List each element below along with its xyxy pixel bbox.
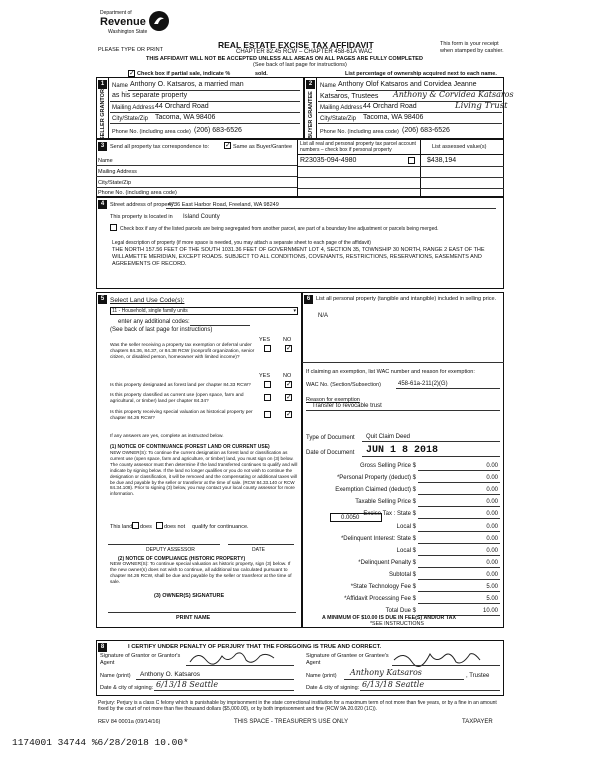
- grantor-name-label: Name (print): [100, 673, 131, 679]
- county[interactable]: Island County: [183, 214, 220, 220]
- section-5-number: 5: [98, 295, 107, 304]
- additional-codes-label: enter any additional codes:: [118, 319, 190, 325]
- deputy-assessor-label: DEPUTY ASSESSOR: [146, 547, 195, 553]
- this-land-label: This land: [110, 524, 133, 530]
- receipt-note-1: This form is your receipt: [440, 41, 499, 47]
- seller-city[interactable]: Tacoma, WA 98406: [155, 114, 216, 121]
- tax-line-label: Excise Tax : State $: [363, 511, 416, 518]
- qualify-label: qualify for continuance.: [192, 524, 249, 530]
- land-use-value: 11 - Household, single family units: [112, 308, 188, 314]
- certify-statement: I CERTIFY UNDER PENALTY OF PERJURY THAT THE FOREGOING IS TRUE AND CORRECT.: [128, 644, 382, 650]
- tax-line-label: Subtotal $: [388, 571, 416, 578]
- personal-property-label: List all personal property (tangible and intangible) included in selling price.: [316, 296, 497, 302]
- seller-name-line2[interactable]: as his separate property: [112, 92, 188, 99]
- q4-text: Is this property receiving special valuation as historical property per chapter 84.26 RCW?: [110, 410, 253, 421]
- tax-line-label: Gross Selling Price $: [359, 463, 416, 469]
- q3-yes-checkbox[interactable]: [264, 394, 271, 401]
- tax-line-value[interactable]: 0.00: [486, 511, 498, 518]
- segregation-label: Check box if any of the listed parcels are being segregated from another parcel, are part of a boundary line adjustment or parcels being merged.: [120, 226, 439, 232]
- tax-line-value[interactable]: 0.00: [486, 535, 498, 542]
- no-header-1: NO: [283, 337, 292, 343]
- street-address[interactable]: 4736 East Harbor Road, Freeland, WA 98249: [168, 202, 279, 208]
- rev-number: REV 84 0001a (09/14/16): [98, 719, 161, 725]
- tax-line-label: *State Technology Fee $: [350, 584, 416, 590]
- buyer-phone-label: Phone No. (including area code): [320, 129, 399, 135]
- grantee-name[interactable]: Anthony Katsaros: [350, 668, 422, 677]
- buyer-handwritten: Anthony & Corvidea Katsaros: [393, 90, 514, 99]
- does-checkbox[interactable]: [132, 522, 139, 529]
- q3-no-checkbox[interactable]: ✓: [286, 394, 292, 401]
- grantor-date-label: Date & city of signing:: [100, 685, 154, 691]
- section-1-number: 1: [98, 80, 107, 89]
- does-not-checkbox[interactable]: [156, 522, 163, 529]
- form-title: REAL ESTATE EXCISE TAX AFFIDAVIT: [218, 40, 374, 50]
- tax-line-value[interactable]: 0.00: [486, 559, 498, 566]
- tax-line-label: *Delinquent Penalty $: [358, 559, 416, 566]
- section-2-number: 2: [306, 80, 315, 89]
- segregation-checkbox[interactable]: [110, 224, 117, 231]
- q2-yes-checkbox[interactable]: [264, 381, 271, 388]
- print-name-label: PRINT NAME: [176, 615, 211, 621]
- reason-label: Reason for exemption: [306, 397, 360, 403]
- if-yes-text: If any answers are yes, complete as instructed below.: [110, 434, 224, 439]
- dept-line3: Washington State: [108, 29, 148, 35]
- land-use-label: Select Land Use Code(s):: [110, 297, 185, 304]
- sig-grantor-label: Signature of Grantor or Grantor's Agent: [100, 653, 181, 666]
- minimum-note: A MINIMUM OF $10.00 IS DUE IN FEE(S) AND/OR TAX: [322, 615, 457, 621]
- tax-line-value[interactable]: 0.00: [486, 523, 498, 530]
- revenue-logo-icon: [148, 10, 170, 32]
- seller-city-label: City/State/Zip: [112, 116, 149, 122]
- send-correspondence-label: Send all property tax correspondence to:: [110, 144, 210, 150]
- land-use-select[interactable]: [110, 307, 298, 315]
- sig-grantee-label: Signature of Grantee or Grantee's Agent: [306, 653, 389, 666]
- parcel-number[interactable]: R23035-094-4980: [300, 157, 357, 164]
- grantee-name-label: Name (print): [306, 673, 337, 679]
- tax-line-value[interactable]: 0.00: [486, 487, 498, 494]
- tax-line-value[interactable]: 0.00: [486, 475, 498, 482]
- doc-type[interactable]: Quit Claim Deed: [366, 434, 411, 440]
- legal-label: Legal description of property (if more space is needed, you may attach a separate sheet to each page of the affidavit): [112, 240, 371, 246]
- trustee-label: , Trustee: [466, 673, 490, 679]
- q1-yes-checkbox[interactable]: [264, 345, 271, 352]
- taxpayer-label: TAXPAYER: [462, 719, 493, 725]
- tax-line-label: Total Due $: [385, 608, 416, 615]
- continuance-title: (1) NOTICE OF CONTINUANCE (FOREST LAND OR CURRENT USE): [110, 444, 270, 450]
- does-not-label: does not: [164, 524, 186, 530]
- tax-line-label: *Delinquent Interest: State $: [340, 535, 416, 542]
- dept-line1: Department of: [100, 10, 132, 16]
- seller-side-label: SELLER GRANTOR: [100, 89, 106, 140]
- dept-line2: Revenue: [100, 16, 146, 28]
- tax-line-label: Local $: [396, 523, 416, 530]
- s3-mailing-label: Mailing Address: [98, 169, 137, 175]
- grantee-date-label: Date & city of signing:: [306, 685, 360, 691]
- seller-name-label: Name: [112, 83, 129, 89]
- section-4-number: 4: [98, 200, 107, 209]
- buyer-name-label: Name: [320, 83, 337, 89]
- buyer-mailing[interactable]: 44 Orchard Road: [363, 103, 417, 110]
- treasurer-use: THIS SPACE - TREASURER'S USE ONLY: [234, 719, 349, 725]
- tax-line-label: Local $: [396, 547, 416, 554]
- partial-sale-checkbox[interactable]: ✓: [129, 70, 135, 77]
- tax-line-value[interactable]: 0.00: [486, 463, 498, 469]
- s3-phone-label: Phone No. (including area code): [98, 190, 177, 196]
- s3-city-label: City/State/Zip: [98, 180, 132, 186]
- yes-header-2: YES: [259, 373, 271, 379]
- same-as-buyer-checkbox[interactable]: ✓: [225, 142, 231, 149]
- please-type: PLEASE TYPE OR PRINT: [98, 47, 164, 53]
- buyer-name-line1[interactable]: Anthony Olof Katsaros and Corvidea Jeanne: [338, 81, 477, 88]
- tax-line-value[interactable]: 0.00: [486, 499, 498, 506]
- buyer-city[interactable]: Tacoma, WA 98406: [363, 114, 424, 121]
- q1-no-checkbox[interactable]: ✓: [286, 345, 292, 352]
- local-rate-box: [330, 513, 382, 522]
- q2-no-checkbox[interactable]: ✓: [286, 381, 292, 388]
- section-3-number: 3: [98, 142, 107, 151]
- personal-property-checkbox[interactable]: [408, 157, 415, 164]
- seller-name-line1[interactable]: Anthony O. Katsaros, a married man: [130, 81, 244, 88]
- historic-text: NEW OWNER(S): To continue special valuation as historic property, sign (3) below. If the new owner(s) does not wish to continue, all additional tax calculated pursuant to chapter 84.26 RCW, shall be due and payable by the seller or transferor at the time of sale.: [110, 562, 292, 585]
- buyer-handwritten-2: Living Trust: [455, 101, 508, 111]
- wac-number[interactable]: 458-61a-211(2)(G): [398, 381, 448, 387]
- receipt-note-2: when stamped by cashier.: [440, 48, 504, 54]
- q4-yes-checkbox[interactable]: [264, 411, 271, 418]
- buyer-name-line2[interactable]: Katsaros, Trustees: [320, 93, 379, 100]
- chapter-line: CHAPTER 82.45 RCW – CHAPTER 458-61A WAC: [236, 49, 373, 55]
- doc-type-label: Type of Document: [306, 435, 355, 441]
- buyer-side-label: BUYER GRANTEE: [308, 91, 314, 139]
- personal-property-value[interactable]: N/A: [318, 313, 329, 319]
- q2-text: Is this property designated as forest land per chapter 84.33 RCW?: [110, 383, 251, 388]
- treasurer-stamp: 1174001 34744 %6/28/2018 10.00*: [12, 737, 189, 748]
- legal-description[interactable]: THE NORTH 157.56 FEET OF THE SOUTH 1031.36 FEET OF GOVERNMENT LOT 4, SECTION 35, TOWNSHIP 30 NORTH, RANGE 2 EAST OF THE WILLAMETTE MERIDIAN, EXCEPT ROADS. SUBJECT TO ALL CONDITIONS, COVENANTS, RESTRICTIONS, RESERVATIONS, EASEMENTS AND AGREEMENTS OF RECORD.: [112, 247, 485, 268]
- q4-no-checkbox[interactable]: ✓: [286, 411, 292, 418]
- buyer-phone[interactable]: (206) 683-6526: [402, 127, 450, 134]
- seller-phone-label: Phone No. (including area code): [112, 129, 191, 135]
- grantee-date-city[interactable]: 6/13/18 Seattle: [362, 680, 425, 689]
- date-label: DATE: [252, 547, 265, 553]
- street-label: Street address of property:: [110, 202, 176, 208]
- revenue-logo: [100, 8, 210, 44]
- q1-text: Was the seller receiving a property tax exemption or deferral under chapters 84.36, 84.37, or 84.38 RCW (nonprofit organization, senior citizen, or disabled person, homeowner with limited income)?: [110, 343, 255, 360]
- q3-text: Is this property classified as current use (open space, farm and agricultural, or timber) land per chapter 84.34?: [110, 393, 244, 404]
- seller-mailing[interactable]: 44 Orchard Road: [155, 103, 209, 110]
- see-instructions: *SEE INSTRUCTIONS: [370, 621, 424, 627]
- seller-phone[interactable]: (206) 683-6526: [194, 127, 242, 134]
- tax-line-value[interactable]: 0.00: [486, 547, 498, 554]
- partial-sale-label: Check box if partial sale, indicate %: [137, 71, 231, 77]
- tax-line-label: Taxable Selling Price $: [355, 499, 416, 506]
- tax-line-value[interactable]: 5.00: [486, 584, 498, 590]
- chevron-down-icon: ▾: [293, 308, 296, 314]
- tax-line-label: *Affidavit Processing Fee $: [344, 596, 416, 603]
- wac-label: WAC No. (Section/Subsection): [306, 382, 381, 388]
- does-label: does: [140, 524, 152, 530]
- local-rate[interactable]: 0.0050: [341, 515, 360, 521]
- parcel-header: List all real and personal property tax parcel account numbers – check box if personal property: [300, 141, 416, 153]
- grantor-date-city[interactable]: 6/13/18 Seattle: [156, 680, 219, 689]
- doc-date[interactable]: JUN 1 8 2018: [366, 445, 439, 456]
- section-8-number: 8: [98, 643, 107, 652]
- tax-line-value[interactable]: 0.00: [486, 571, 498, 578]
- perjury-text: Perjury: Perjury is a class C felony which is punishable by imprisonment in the state correctional institution for a maximum term of not more than five years, or by a fine in an amount fixed by the court of not more than five thousand dollars ($5,000.00), or by both imprisonment and fine (RCW 9A.20.020 (1C)).: [98, 700, 497, 713]
- land-use-see-back: (See back of last page for instructions): [110, 327, 213, 333]
- tax-line-label: Exemption Claimed (deduct) $: [335, 487, 416, 494]
- grantor-name[interactable]: Anthony O. Katsaros: [140, 671, 200, 678]
- exemption-claim-label: If claiming an exemption, list WAC number and reason for exemption:: [306, 369, 475, 375]
- tax-line-value[interactable]: 5.00: [486, 596, 498, 603]
- seller-mailing-label: Mailing Address: [112, 105, 155, 111]
- owner-signature-title: (3) OWNER(S) SIGNATURE: [154, 593, 225, 599]
- list-pct-label: List percentage of ownership acquired next to each name.: [345, 71, 497, 77]
- located-label: This property is located in: [110, 214, 173, 220]
- assessed-value[interactable]: $438,194: [427, 157, 457, 164]
- no-header-2: NO: [283, 373, 292, 379]
- historic-title: (2) NOTICE OF COMPLIANCE (HISTORIC PROPERTY): [118, 556, 246, 562]
- yes-header-1: YES: [259, 337, 271, 343]
- tax-line-value[interactable]: 10.00: [482, 608, 498, 615]
- sold-label: sold.: [255, 71, 268, 77]
- assessed-header: List assessed value(s): [432, 144, 487, 150]
- see-back-line: (See back of last page for instructions): [253, 62, 347, 68]
- buyer-city-label: City/State/Zip: [320, 116, 357, 122]
- doc-date-label: Date of Document: [306, 450, 355, 456]
- reason-value[interactable]: Transfer to revocable trust: [312, 403, 382, 409]
- buyer-mailing-label: Mailing Address: [320, 105, 363, 111]
- s3-name-label: Name: [98, 158, 113, 164]
- same-as-buyer-label: Same as Buyer/Grantee: [233, 144, 293, 150]
- section-6-number: 6: [304, 295, 313, 304]
- warning-line: THIS AFFIDAVIT WILL NOT BE ACCEPTED UNLESS ALL AREAS ON ALL PAGES ARE FULLY COMPLETED: [146, 56, 423, 62]
- continuance-text: NEW OWNER(S): To continue the current designation as forest land or classification as current use (open space, farm and agriculture, or timber) land, you must sign on (3) below. The county assessor must then determine if the land transferred continues to qualify and will indicate by signing below. If the land no longer qualifies or you do not wish to continue the designation or classification, it will be removed and the compensating or additional taxes will be due and payable by the seller or transferor at the time of sale. (RCW 84.33.140 or RCW 84.34.108). Prior to signing (3) below, you may contact your local county assessor for more information.: [110, 450, 298, 497]
- tax-line-label: *Personal Property (deduct) $: [336, 475, 416, 482]
